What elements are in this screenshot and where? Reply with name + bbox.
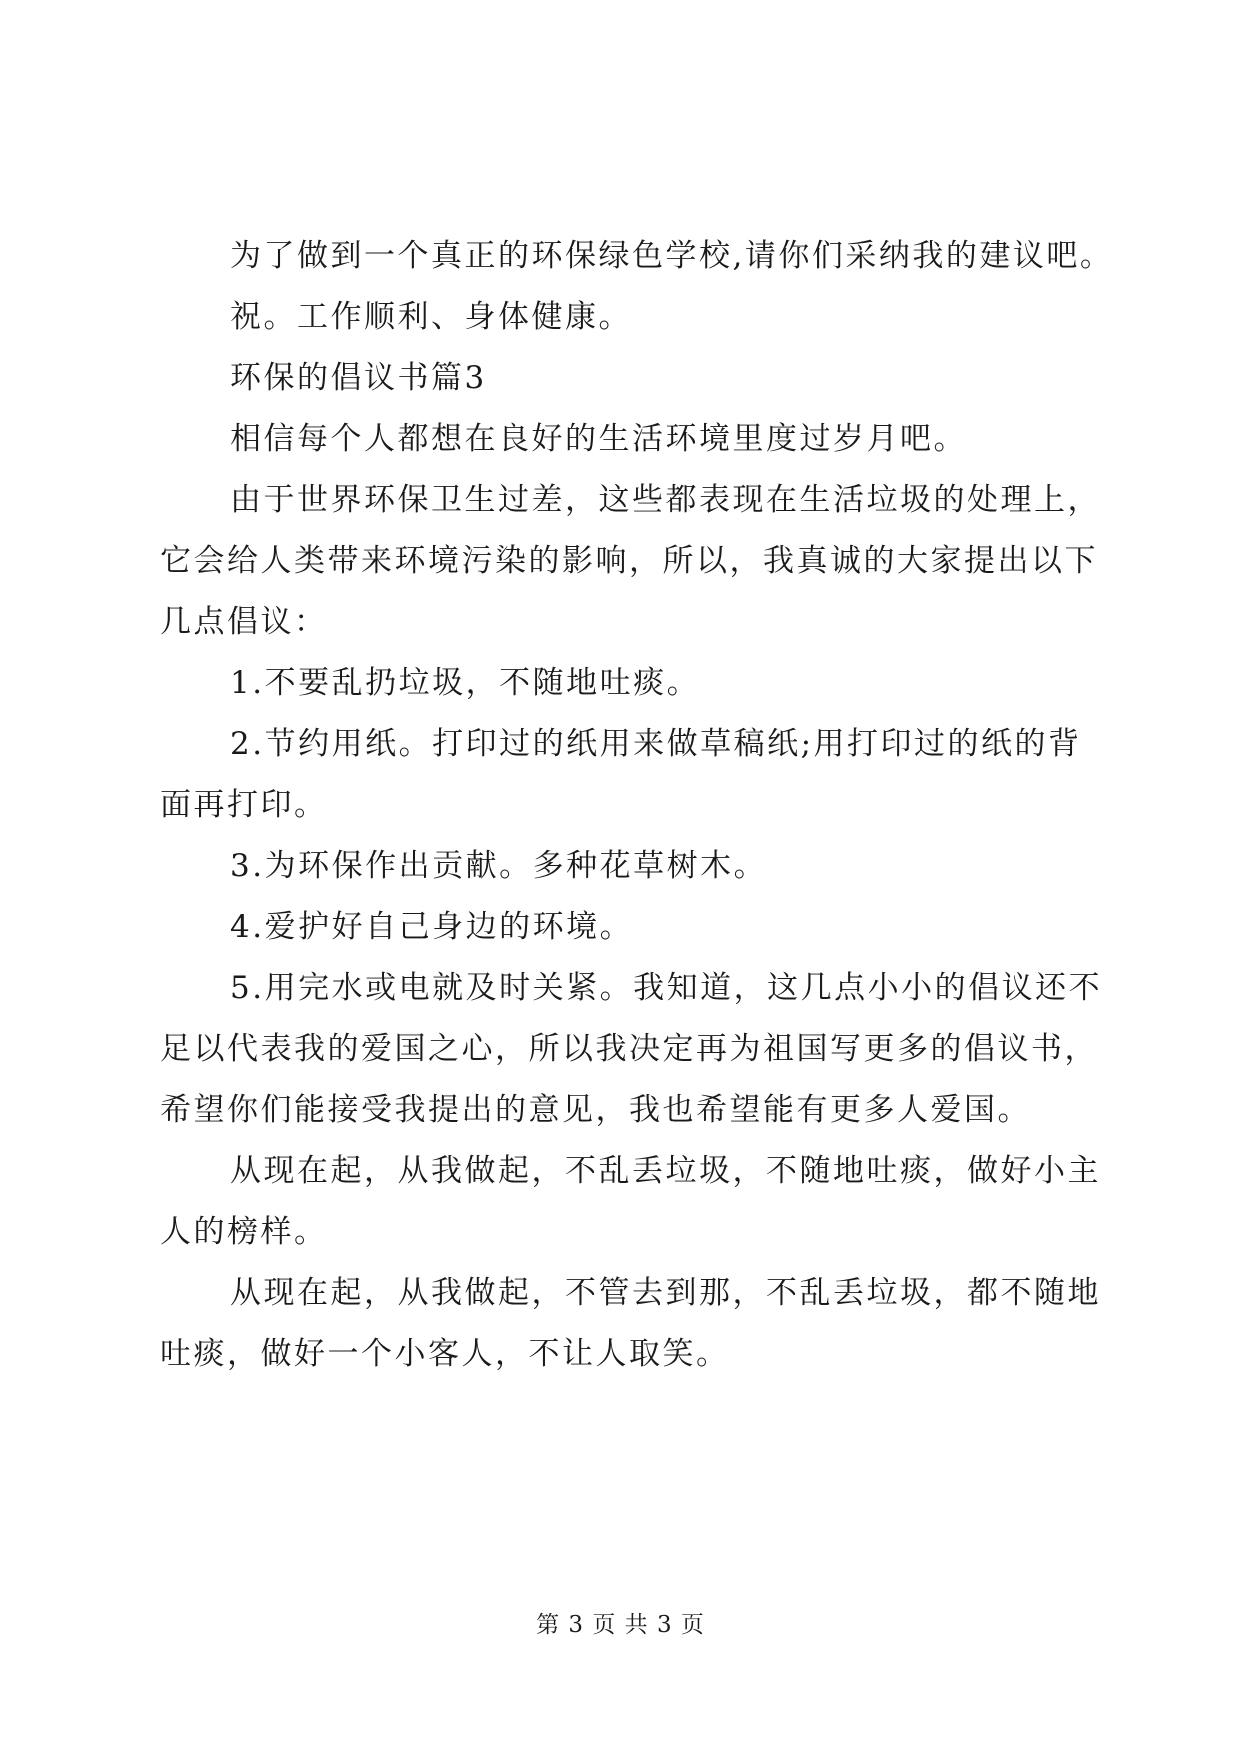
section-heading: 环保的倡议书篇3 <box>230 360 487 396</box>
paragraph-line: 从现在起，从我做起，不乱丢垃圾，不随地吐痰，做好小主 <box>230 1153 1101 1189</box>
document-body <box>160 226 1120 1385</box>
list-item: 1.不要乱扔垃圾，不随地吐痰。 <box>230 665 701 701</box>
list-item-continuation: 足以代表我的爱国之心，所以我决定再为祖国写更多的倡议书， <box>160 1031 1098 1067</box>
list-item-continuation: 希望你们能接受我提出的意见，我也希望能有更多人爱国。 <box>160 1092 1031 1128</box>
paragraph-line: 它会给人类带来环境污染的影响，所以，我真诚的大家提出以下 <box>160 543 1098 579</box>
paragraph-line: 为了做到一个真正的环保绿色学校,请你们采纳我的建议吧。 <box>230 238 1114 274</box>
paragraph-line: 由于世界环保卫生过差，这些都表现在生活垃圾的处理上， <box>230 482 1101 518</box>
list-item: 4.爱护好自己身边的环境。 <box>230 909 634 945</box>
page-number-footer: 第 3 页 共 3 页 <box>536 1612 705 1638</box>
list-item-continuation: 面再打印。 <box>160 787 328 823</box>
paragraph-line: 几点倡议： <box>160 604 328 640</box>
list-item: 5.用完水或电就及时关紧。我知道，这几点小小的倡议还不 <box>230 970 1103 1006</box>
paragraph-line: 人的榜样。 <box>160 1214 328 1250</box>
paragraph-line: 祝。工作顺利、身体健康。 <box>230 299 632 335</box>
paragraph-line: 吐痰，做好一个小客人，不让人取笑。 <box>160 1336 730 1372</box>
paragraph-line: 从现在起，从我做起，不管去到那，不乱丢垃圾，都不随地 <box>230 1275 1101 1311</box>
list-item: 2.节约用纸。打印过的纸用来做草稿纸;用打印过的纸的背 <box>230 726 1082 762</box>
list-item: 3.为环保作出贡献。多种花草树木。 <box>230 848 768 884</box>
paragraph-line: 相信每个人都想在良好的生活环境里度过岁月吧。 <box>230 421 967 457</box>
